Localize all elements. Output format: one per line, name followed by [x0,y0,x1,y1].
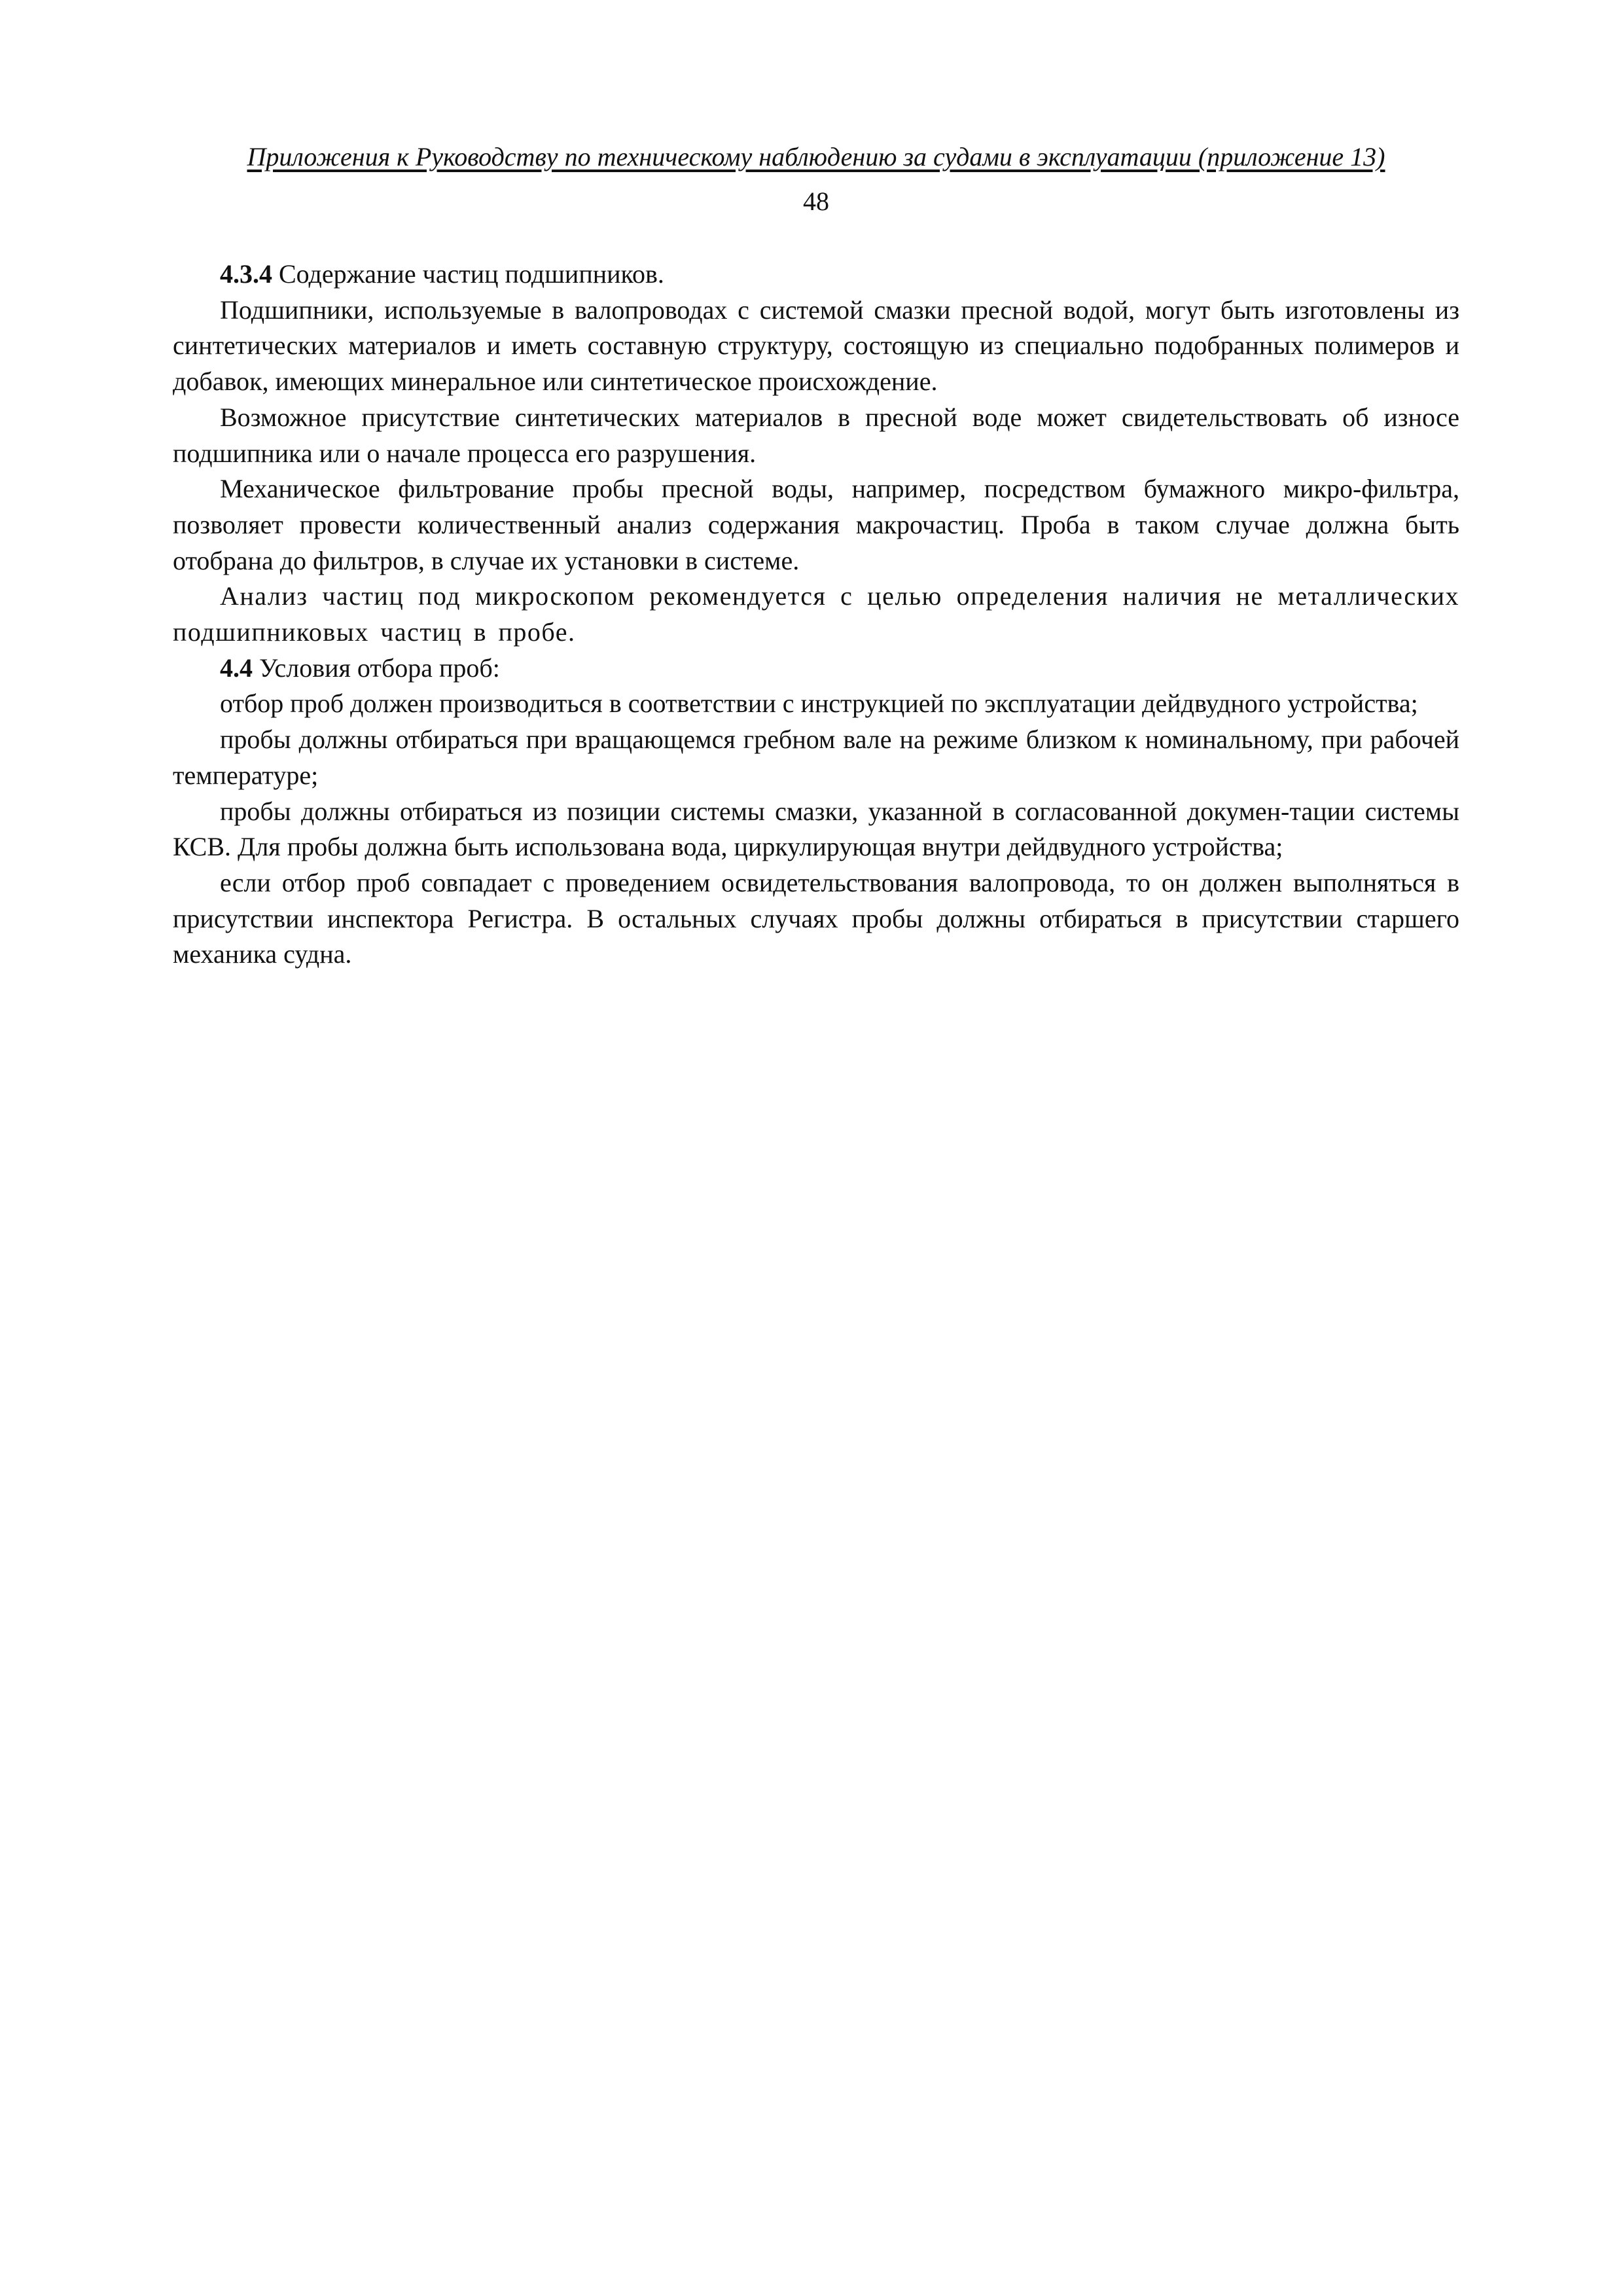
paragraph-synthetic-presence: Возможное присутствие синтетических материалов в пресной воде может свидетельствовать об износе подшипника или о начале процесса его разрушения. [173,402,1459,468]
section-heading-4-3-4 [173,257,1459,293]
section-number: 4.4 [220,653,253,683]
section-number: 4.3.4 [220,259,272,289]
section-heading-4-4 [173,651,1459,687]
page-number: 48 [803,187,829,216]
condition-item: отбор проб должен производиться в соответствии с инструкцией по эксплуатации дейдвудного устройства; [220,689,1418,719]
section-title: Содержание частиц подшипников. [279,259,664,289]
paragraph-bearings-materials: Подшипники, используемые в валопроводах с системой смазки пресной водой, могут быть изготовлены из синтетических материалов и иметь составную структуру, состоящую из специально подобранных полимеров и добавок, имеющих минеральное или синтетическое происхождение. [173,295,1459,397]
paragraph-mechanical-filtering: Механическое фильтрование пробы пресной воды, например, посредством бумажного микро-фильтра, позволяет провести количественный анализ содержания макрочастиц. Проба в таком случае должна быть отобрана до фильтров, в случае их установки в системе. [173,474,1459,575]
paragraph-microscope-analysis: Анализ частиц под микроскопом рекомендуется с целью определения наличия не металлических подшипниковых частиц в пробе. [173,581,1459,647]
section-title: Условия отбора проб: [259,653,500,683]
body-text [173,257,1459,973]
running-header: Приложения к Руководству по техническому наблюдению за судами в эксплуатации (приложение 13) [247,142,1385,171]
condition-item: если отбор проб совпадает с проведением освидетельствования валопровода, то он должен выполняться в присутствии инспектора Регистра. В остальных случаях пробы должны отбираться в присутствии старшего механика судна. [173,867,1459,969]
condition-item: пробы должны отбираться при вращающемся гребном вале на режиме близком к номинальному, при рабочей температуре; [173,725,1459,790]
condition-item: пробы должны отбираться из позиции системы смазки, указанной в согласованной докумен-тации системы КСВ. Для пробы должна быть использована вода, циркулирующая внутри дейдвудного устройства; [173,796,1459,862]
